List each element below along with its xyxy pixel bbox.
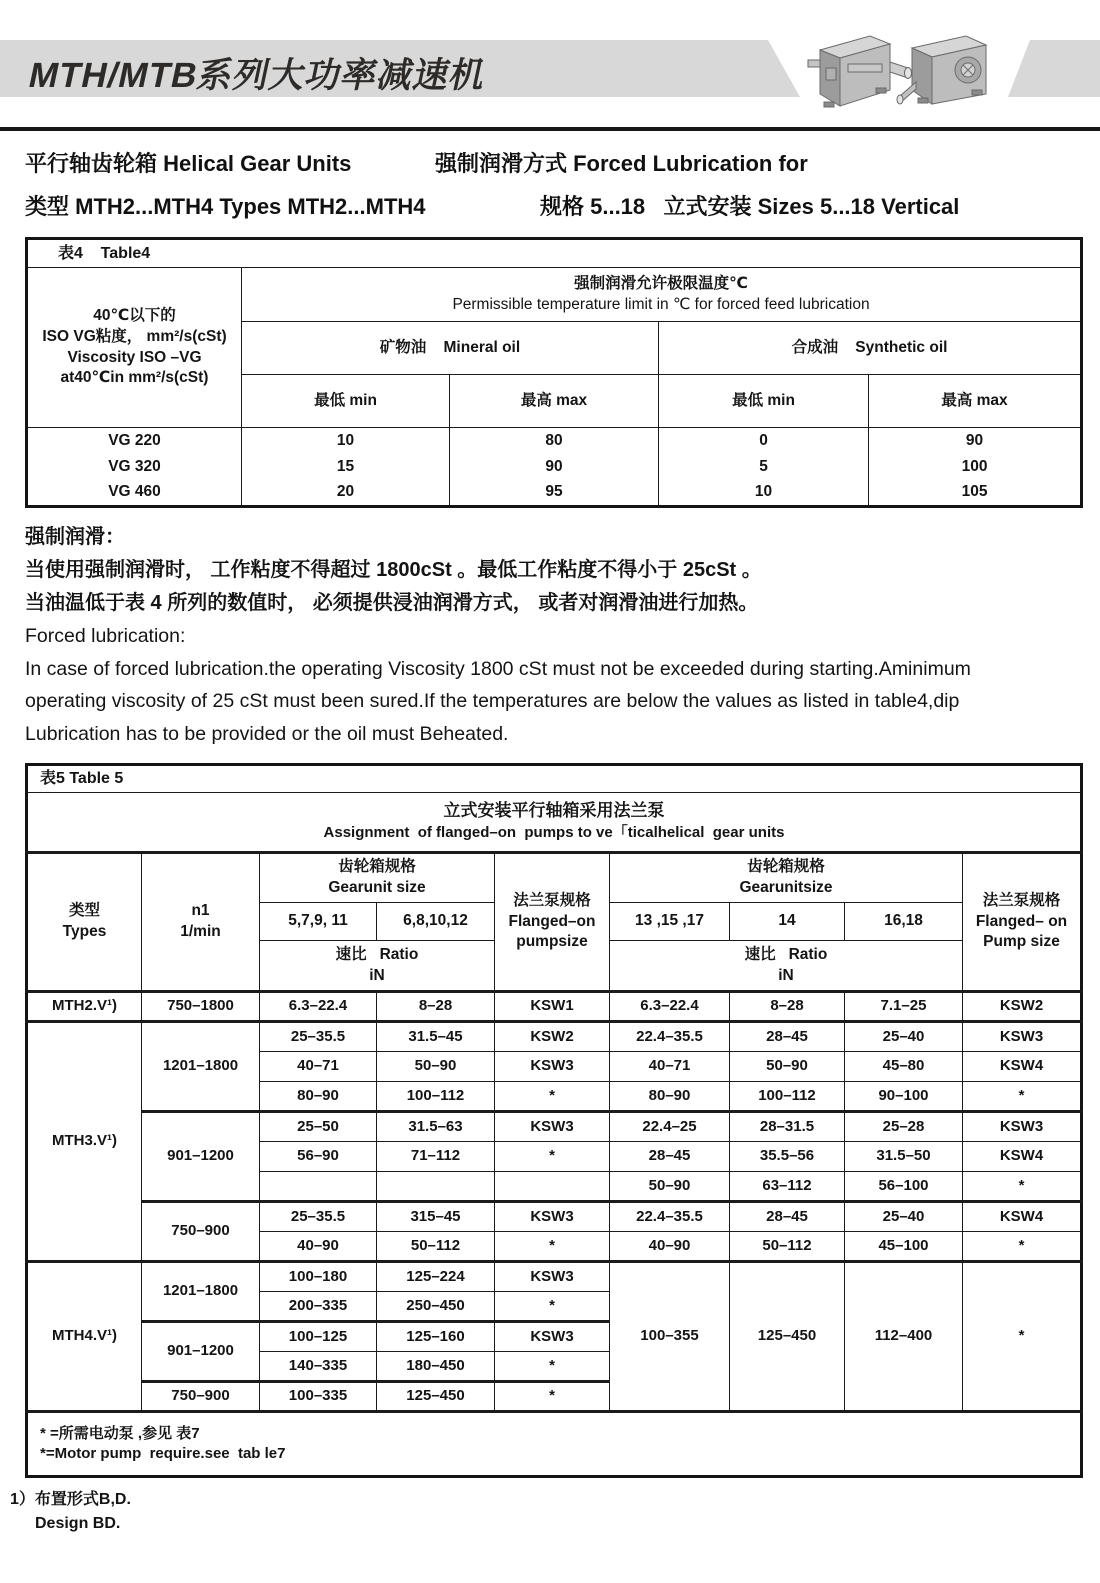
table5-pump-assignment	[25, 763, 1083, 1478]
table-cell: VG 220	[27, 428, 242, 455]
gearunit-left-zh: 齿轮箱规格	[338, 858, 416, 876]
table-cell: KSW3	[495, 1262, 610, 1292]
table4-left-line3: Viscosity ISO –VG	[67, 348, 202, 366]
table-cell: *	[963, 1172, 1082, 1202]
table-cell: VG 460	[27, 480, 242, 507]
pump-right-en2: Pump size	[983, 933, 1060, 951]
speed-range: 901–1200	[142, 1322, 260, 1382]
types-label-en: Types	[62, 923, 107, 940]
table-cell: 40–71	[260, 1052, 377, 1082]
table-cell: 250–450	[377, 1292, 495, 1322]
table-cell: 50–90	[377, 1052, 495, 1082]
table-cell: 45–80	[845, 1052, 963, 1082]
table4-max-header: 最高 max	[450, 375, 659, 428]
table-cell: 125–160	[377, 1322, 495, 1352]
table-cell: 35.5–56	[730, 1142, 845, 1172]
type-label: MTH3.V¹)	[27, 1022, 142, 1262]
design-note-zh: 1）布置形式B,D.	[10, 1491, 131, 1508]
speed-range: 750–900	[142, 1202, 260, 1262]
table5-tag: 表5 Table 5	[27, 765, 1082, 793]
intro-line1-left: 平行轴齿轮箱 Helical Gear Units	[25, 151, 352, 176]
table-cell: 15	[242, 455, 450, 480]
pump-right-en1: Flanged– on	[975, 912, 1068, 930]
table-cell: 25–28	[845, 1112, 963, 1142]
table-cell: 80–90	[610, 1082, 730, 1112]
table-cell: 28–31.5	[730, 1112, 845, 1142]
table-cell: 125–450	[730, 1262, 845, 1412]
table-cell: 8–28	[377, 992, 495, 1022]
table-cell: 112–400	[845, 1262, 963, 1412]
table-cell: 25–35.5	[260, 1022, 377, 1052]
header-divider	[0, 127, 1100, 131]
table-cell: 71–112	[377, 1142, 495, 1172]
types-label-zh: 类型	[68, 902, 100, 920]
table-cell: 200–335	[260, 1292, 377, 1322]
table-cell: 28–45	[730, 1202, 845, 1232]
table-cell: *	[495, 1082, 610, 1112]
table-cell: 100	[869, 455, 1082, 480]
table-cell: 180–450	[377, 1352, 495, 1382]
table-cell: *	[963, 1082, 1082, 1112]
table-cell: 22.4–35.5	[610, 1022, 730, 1052]
table4-limit-header	[242, 268, 1082, 322]
pump-left-en2: pumpsize	[516, 933, 588, 951]
table-cell: 750–1800	[142, 992, 260, 1022]
table-cell: KSW3	[963, 1112, 1082, 1142]
table5-title-en: Assignment of flanged–on pumps to ve「ticalhelical gear units	[323, 824, 785, 842]
table-cell: 0	[659, 428, 869, 455]
table-cell: 100–355	[610, 1262, 730, 1412]
table-cell: 315–45	[377, 1202, 495, 1232]
table-cell: 90	[869, 428, 1082, 455]
t5-gearunit-right-header	[610, 853, 963, 903]
table-cell: 10	[242, 428, 450, 455]
ratio-header-right	[610, 941, 963, 992]
table4-left-line2: ISO VG粘度， mm²/s(cSt)	[42, 327, 227, 345]
table-cell: 125–224	[377, 1262, 495, 1292]
table-cell: 90	[450, 455, 659, 480]
table-cell: 31.5–63	[377, 1112, 495, 1142]
table-cell: *	[495, 1352, 610, 1382]
table5-title	[27, 793, 1082, 853]
notes-en-line2: operating viscosity of 25 cSt must been sured.If the temperatures are below the values as listed in table4,dip	[25, 690, 960, 712]
table-cell: *	[495, 1292, 610, 1322]
table-cell: KSW1	[495, 992, 610, 1022]
table-cell: 20	[242, 480, 450, 507]
table-cell: KSW3	[495, 1202, 610, 1232]
size-group-header: 13 ,15 ,17	[610, 903, 730, 941]
design-note	[10, 1486, 131, 1533]
notes-zh-title: 强制润滑：	[25, 526, 125, 548]
pump-right-zh: 法兰泵规格	[982, 891, 1061, 909]
table-cell: KSW3	[495, 1322, 610, 1352]
table-cell: KSW2	[963, 992, 1082, 1022]
table-cell: 100–335	[260, 1382, 377, 1412]
table4-limit-en: Permissible temperature limit in ℃ for forced feed lubrication	[452, 295, 870, 313]
speed-range: 901–1200	[142, 1112, 260, 1202]
table-cell: 140–335	[260, 1352, 377, 1382]
t5-col-types	[27, 853, 142, 992]
table-cell: 100–180	[260, 1262, 377, 1292]
table-cell: 6.3–22.4	[610, 992, 730, 1022]
t5-gearunit-left-header	[260, 853, 495, 903]
intro-line1-right: 强制润滑方式 Forced Lubrication for	[435, 151, 808, 176]
table5-title-zh: 立式安装平行轴箱采用法兰泵	[443, 801, 665, 821]
pump-left-zh: 法兰泵规格	[513, 891, 591, 909]
notes-zh-line1: 当使用强制润滑时， 工作粘度不得超过 1800cSt 。最低工作粘度不得小于 25cSt 。	[25, 559, 762, 581]
table-cell: *	[495, 1232, 610, 1262]
ratio-label: 速比 Ratio	[744, 945, 828, 963]
table-cell: 7.1–25	[845, 992, 963, 1022]
table-cell: 25–40	[845, 1022, 963, 1052]
table4-left-line4: at40℃in mm²/s(cSt)	[60, 369, 209, 387]
table-cell: 56–100	[845, 1172, 963, 1202]
table-cell: 25–35.5	[260, 1202, 377, 1232]
table4-lubrication-limits	[25, 237, 1083, 508]
speed-range: 750–900	[142, 1382, 260, 1412]
ratio-in-label: iN	[369, 966, 385, 984]
table-cell: *	[495, 1142, 610, 1172]
table-cell: 5	[659, 455, 869, 480]
table-cell: 50–90	[610, 1172, 730, 1202]
table-cell: 40–71	[610, 1052, 730, 1082]
table-cell: 22.4–35.5	[610, 1202, 730, 1232]
table-cell: 125–450	[377, 1382, 495, 1412]
table4-max-header: 最高 max	[869, 375, 1082, 428]
table-cell: 40–90	[260, 1232, 377, 1262]
ratio-label: 速比 Ratio	[335, 945, 419, 963]
table-cell: *	[495, 1382, 610, 1412]
intro-line2-left: 类型 MTH2...MTH4 Types MTH2...MTH4	[25, 194, 426, 219]
page-title: MTH/MTB系列大功率减速机	[25, 56, 490, 95]
gearunit-left-en: Gearunit size	[328, 879, 426, 896]
table-cell: 31.5–50	[845, 1142, 963, 1172]
table4-min-header: 最低 min	[242, 375, 450, 428]
table4-synthetic-header: 合成油 Synthetic oil	[659, 322, 1082, 375]
banner-band-corner	[1003, 40, 1100, 97]
table-cell: 50–90	[730, 1052, 845, 1082]
table-cell: KSW3	[963, 1022, 1082, 1052]
table-cell: KSW3	[495, 1112, 610, 1142]
table-cell: 56–90	[260, 1142, 377, 1172]
table-cell: VG 320	[27, 455, 242, 480]
table-cell: *	[963, 1232, 1082, 1262]
design-note-en: Design BD.	[35, 1515, 121, 1532]
table-cell: 8–28	[730, 992, 845, 1022]
forced-lubrication-notes	[25, 521, 1080, 750]
footnote-zh: * =所需电动泵 ,参见 表7	[40, 1424, 200, 1442]
table-cell: 28–45	[610, 1142, 730, 1172]
notes-en-line1: In case of forced lubrication.the operating Viscosity 1800 cSt must not be exceeded during starting.Aminimum	[25, 657, 971, 680]
table-cell: KSW3	[495, 1052, 610, 1082]
type-label: MTH4.V¹)	[27, 1262, 142, 1412]
pump-left-en1: Flanged–on	[508, 912, 596, 930]
table-cell: 50–112	[377, 1232, 495, 1262]
t5-col-speed	[142, 853, 260, 992]
table-cell: 100–125	[260, 1322, 377, 1352]
table4-viscosity-header	[27, 268, 242, 428]
size-group-header: 5,7,9, 11	[260, 903, 377, 941]
table-cell: 6.3–22.4	[260, 992, 377, 1022]
table-cell: KSW2	[495, 1022, 610, 1052]
t5-col-pump-right	[963, 853, 1082, 992]
n1-label: n1	[191, 902, 210, 920]
speed-range: 1201–1800	[142, 1022, 260, 1112]
n1-unit-label: 1/min	[180, 923, 221, 940]
table-cell	[495, 1172, 610, 1202]
gearunit-right-zh: 齿轮箱规格	[747, 858, 825, 876]
table-cell: 63–112	[730, 1172, 845, 1202]
table-cell: KSW4	[963, 1202, 1082, 1232]
intro-line2-right: 规格 5...18 立式安装 Sizes 5...18 Vertical	[540, 194, 960, 219]
footnote-en: *=Motor pump require.see tab le7	[40, 1445, 286, 1462]
table4-left-line1: 40℃以下的	[93, 306, 176, 324]
table4-min-header: 最低 min	[659, 375, 869, 428]
table-cell: 90–100	[845, 1082, 963, 1112]
size-group-header: 6,8,10,12	[377, 903, 495, 941]
size-group-header: 16,18	[845, 903, 963, 941]
table-cell: 25–40	[845, 1202, 963, 1232]
speed-range: 1201–1800	[142, 1262, 260, 1322]
size-group-header: 14	[730, 903, 845, 941]
notes-en-title: Forced lubrication:	[25, 625, 186, 647]
table-cell: 28–45	[730, 1022, 845, 1052]
t5-col-pump-left	[495, 853, 610, 992]
notes-en-line3: Lubrication has to be provided or the oil must Beheated.	[25, 722, 509, 745]
table-cell: 80–90	[260, 1082, 377, 1112]
table-cell: 25–50	[260, 1112, 377, 1142]
table5-footnote	[27, 1412, 1082, 1477]
table-cell: 45–100	[845, 1232, 963, 1262]
table-cell: 105	[869, 480, 1082, 507]
table4-limit-zh: 强制润滑允许极限温度℃	[574, 274, 748, 292]
table-cell: 95	[450, 480, 659, 507]
gearunit-right-en: Gearunitsize	[739, 879, 833, 896]
notes-zh-line2: 当油温低于表 4 所列的数值时， 必须提供浸油润滑方式， 或者对润滑油进行加热。	[25, 592, 759, 614]
table-cell: 10	[659, 480, 869, 507]
ratio-in-label: iN	[778, 966, 794, 984]
table-cell: 100–112	[377, 1082, 495, 1112]
ratio-header-left	[260, 941, 495, 992]
table-cell: 100–112	[730, 1082, 845, 1112]
table-cell	[260, 1172, 377, 1202]
table4-tag: 表4 Table4	[27, 239, 1082, 268]
gear-units-photo	[800, 24, 1005, 122]
table-cell: KSW4	[963, 1052, 1082, 1082]
table4-mineral-header: 矿物油 Mineral oil	[242, 322, 659, 375]
table-cell	[377, 1172, 495, 1202]
table-cell: KSW4	[963, 1142, 1082, 1172]
table-cell: 40–90	[610, 1232, 730, 1262]
table-cell: *	[963, 1262, 1082, 1412]
table-cell: 50–112	[730, 1232, 845, 1262]
type-label: MTH2.V¹)	[27, 992, 142, 1022]
table-cell: 31.5–45	[377, 1022, 495, 1052]
table-cell: 80	[450, 428, 659, 455]
table-cell: 22.4–25	[610, 1112, 730, 1142]
